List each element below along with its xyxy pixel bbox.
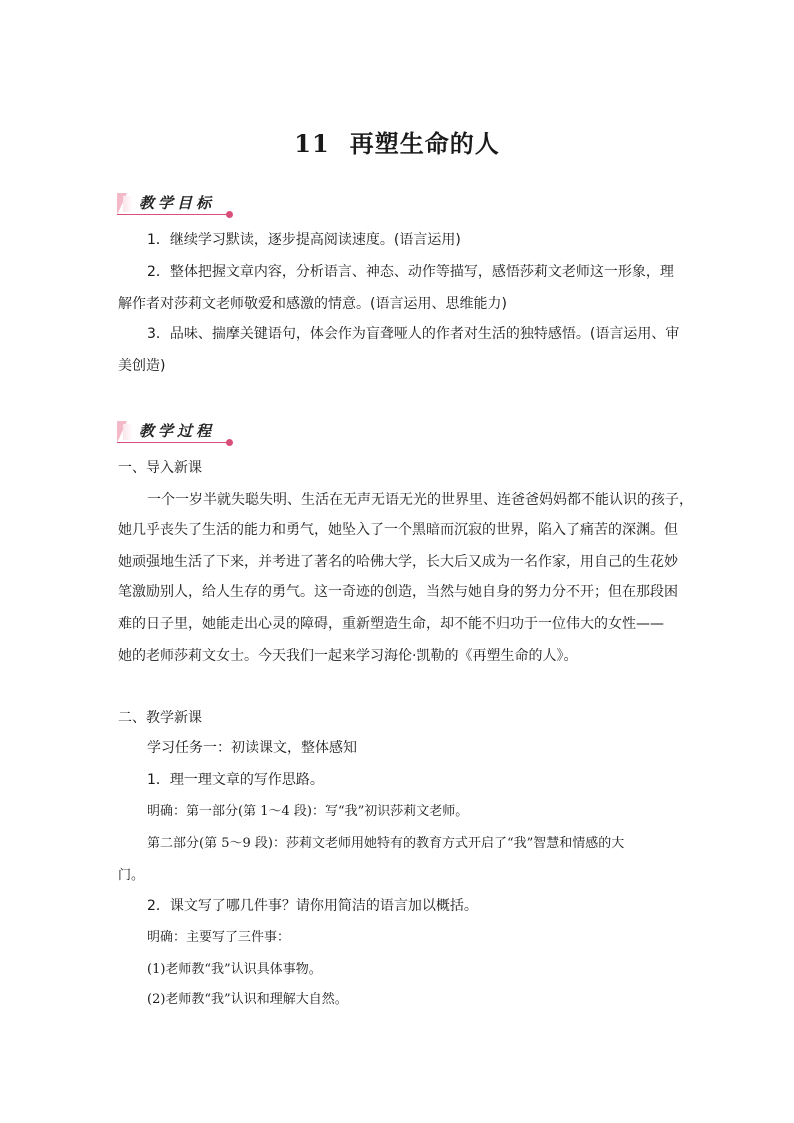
lesson-number: 11 xyxy=(294,129,330,158)
page-title xyxy=(0,124,794,159)
goal-line: 2．整体把握文章内容，分析语言、神态、动作等描写，感悟莎莉文老师这一形象，理 xyxy=(147,264,674,280)
answer-line: 第二部分(第 5～9 段)：莎莉文老师用她特有的教育方式开启了“我”智慧和情感的大 xyxy=(147,836,625,851)
answer-line: (1)老师教“我”认识具体事物。 xyxy=(147,962,322,977)
answer-line: (2)老师教“我”认识和理解大自然。 xyxy=(147,992,348,1007)
intro-heading: 一、导入新课 xyxy=(118,460,202,476)
section-header-process xyxy=(117,421,247,449)
goal-line: 美创造) xyxy=(118,358,166,374)
section-header-goals xyxy=(117,193,247,221)
intro-line: 笔激励别人，给人生存的勇气。这一奇迹的创造，当然与她自身的努力分不开；但在那段困 xyxy=(118,584,678,600)
intro-line: 一个一岁半就失聪失明、生活在无声无语无光的世界里、连爸爸妈妈都不能认识的孩子， xyxy=(147,492,693,508)
section-dot-icon xyxy=(226,439,233,446)
intro-line: 她的老师莎莉文女士。今天我们一起来学习海伦·凯勒的《再塑生命的人》。 xyxy=(118,648,578,664)
intro-line: 难的日子里，她能走出心灵的障碍，重新塑造生命，却不能不归功于一位伟大的女性—— xyxy=(118,616,664,632)
section-label: 教学过程 xyxy=(139,422,216,440)
answer-line: 门。 xyxy=(118,868,145,883)
goal-line: 解作者对莎莉文老师敬爱和感激的情意。(语言运用、思维能力) xyxy=(118,296,507,312)
lesson-heading: 二、教学新课 xyxy=(118,710,202,726)
section-label: 教学目标 xyxy=(139,194,216,212)
lesson-title: 再塑生命的人 xyxy=(349,129,500,158)
goal-line: 1．继续学习默读，逐步提高阅读速度。(语言运用) xyxy=(147,232,461,248)
intro-line: 她几乎丧失了生活的能力和勇气，她坠入了一个黑暗而沉寂的世界，陷入了痛苦的深渊。但 xyxy=(118,522,678,538)
question-1: 1．理一理文章的写作思路。 xyxy=(147,772,324,788)
goal-line: 3．品味、揣摩关键语句，体会作为盲聋哑人的作者对生活的独特感悟。(语言运用、审 xyxy=(147,326,680,342)
answer-line: 明确：主要写了三件事： xyxy=(147,930,291,945)
section-dot-icon xyxy=(226,211,233,218)
intro-line: 她顽强地生活了下来，并考进了著名的哈佛大学，长大后又成为一名作家，用自己的生花妙 xyxy=(118,554,678,570)
answer-line: 明确：第一部分(第 1～4 段)：写“我”初识莎莉文老师。 xyxy=(147,804,469,819)
task-heading: 学习任务一：初读课文，整体感知 xyxy=(147,740,357,756)
question-2: 2．课文写了哪几件事？请你用简洁的语言加以概括。 xyxy=(147,898,478,914)
